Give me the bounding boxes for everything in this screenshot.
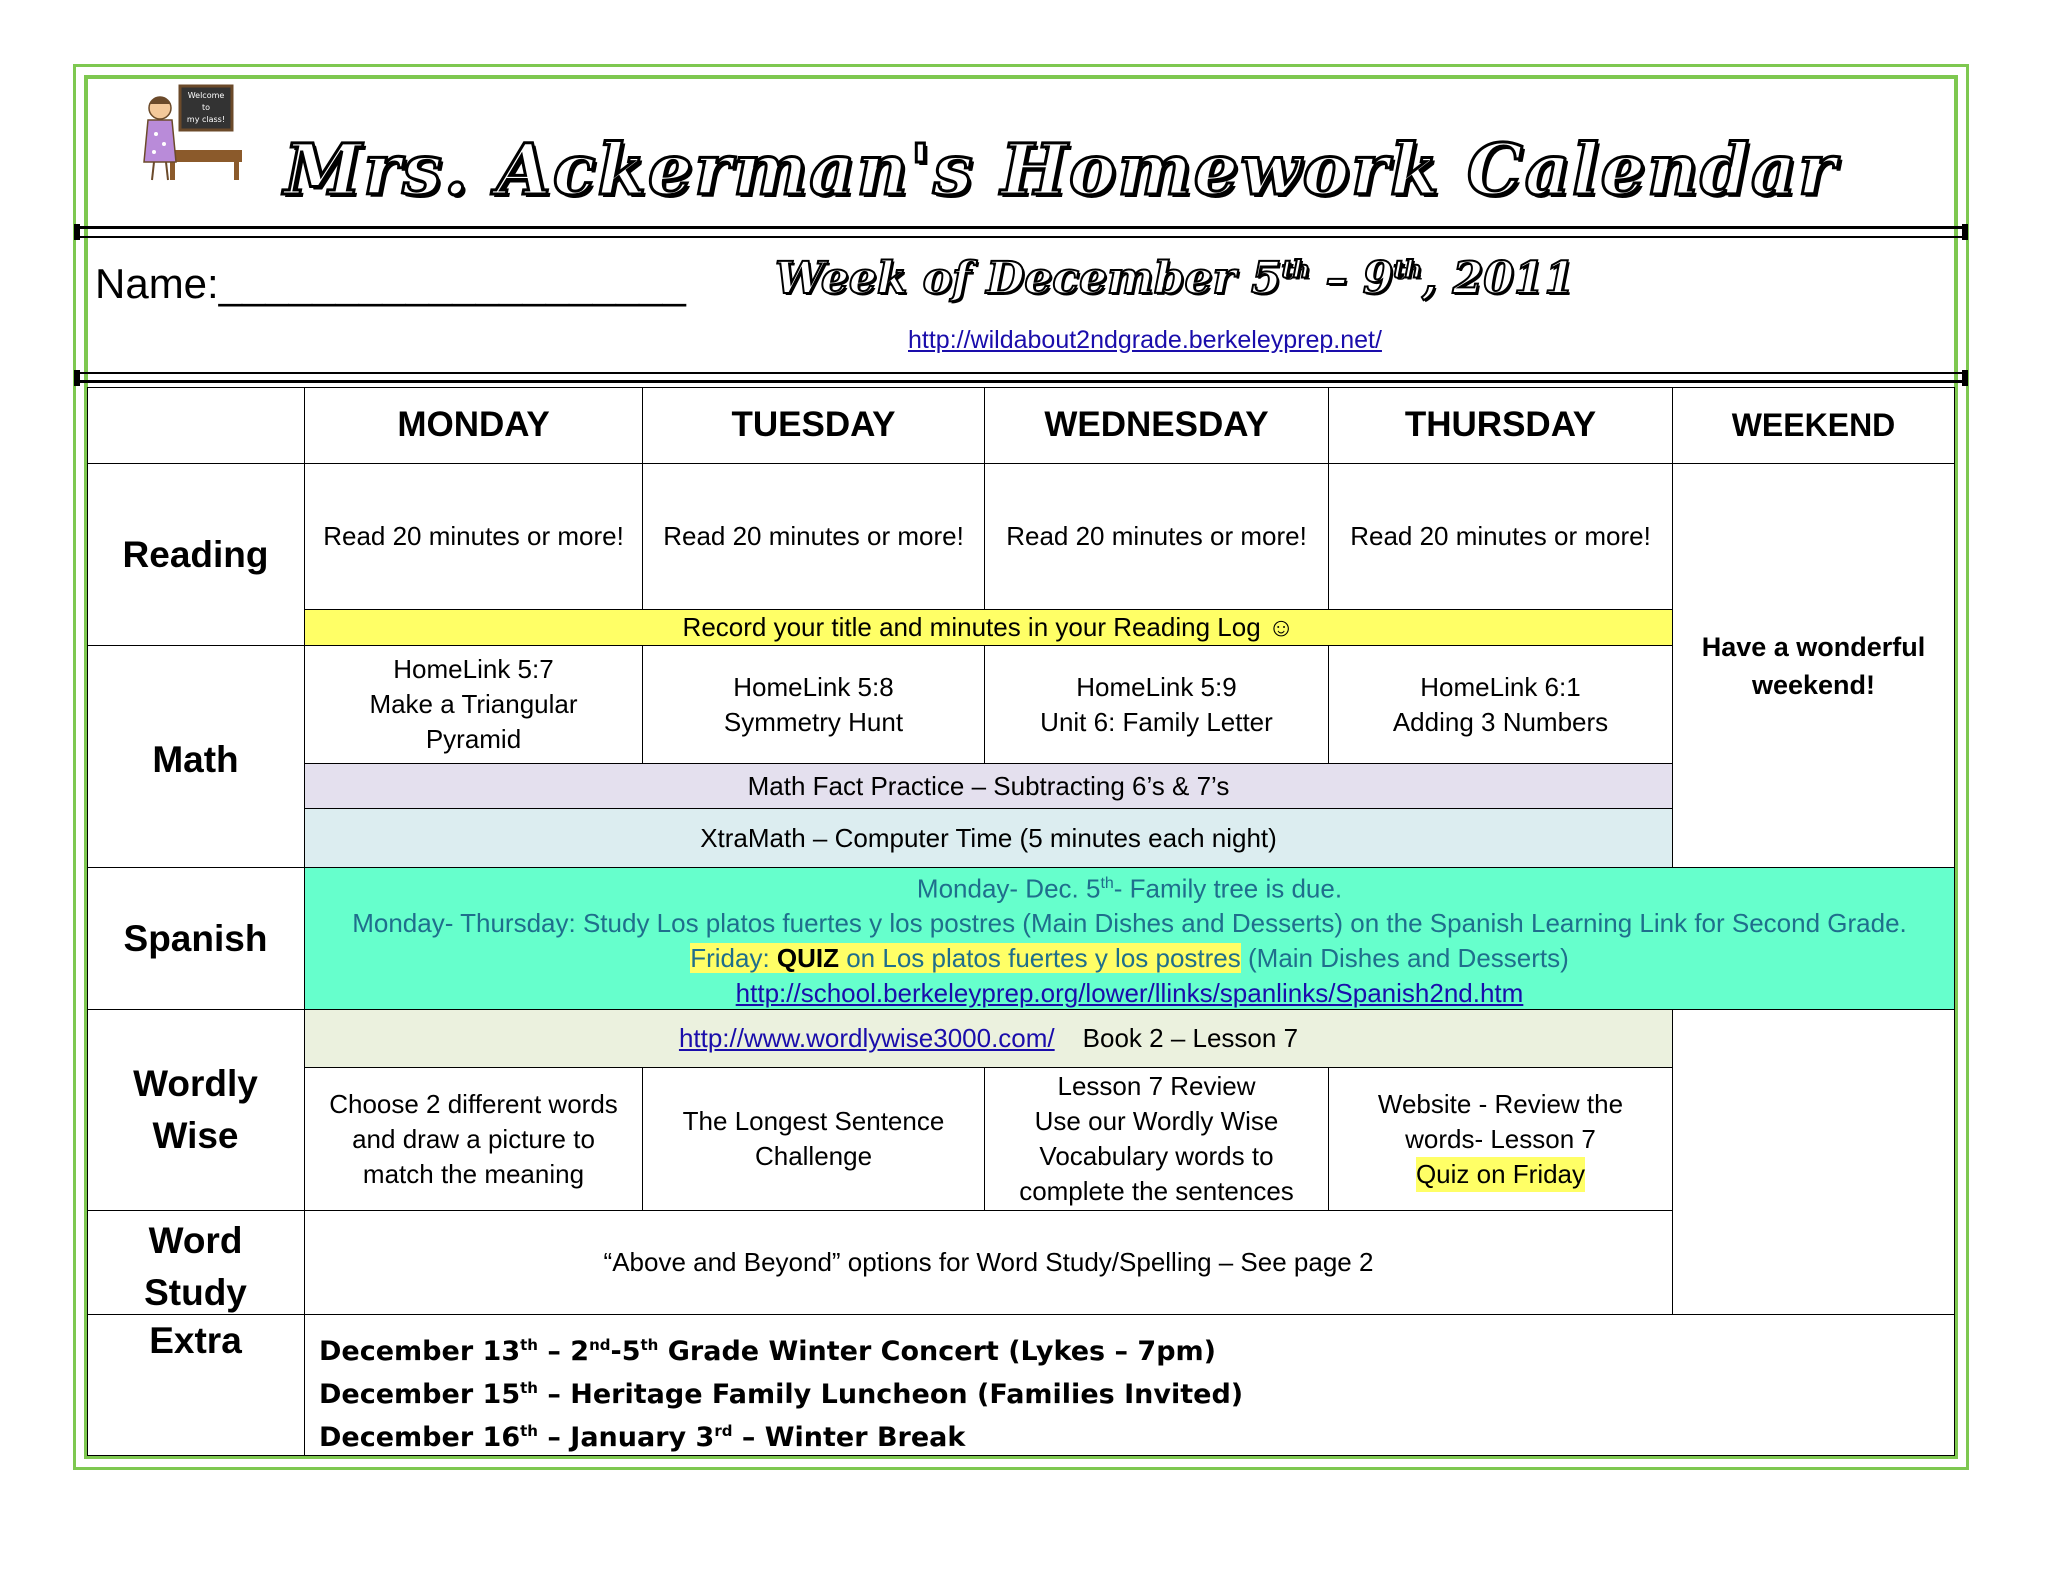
spanish-line-2: Monday- Thursday: Study Los platos fuertes y los postres (Main Dishes and Desserts) on the Spanish Learning Link for Second Grade. <box>352 908 1907 939</box>
reading-log-banner: Record your title and minutes in your Reading Log ☺ <box>305 610 1673 646</box>
header-tuesday: TUESDAY <box>643 387 985 464</box>
quiz-on-friday-note: Quiz on Friday <box>1416 1157 1585 1192</box>
name-rule-top <box>74 372 1968 374</box>
svg-text:Welcome: Welcome <box>187 91 225 100</box>
subject-word-study: Word Study <box>87 1211 305 1315</box>
name-rule-bottom <box>74 380 1968 383</box>
rule-end-left <box>74 224 80 240</box>
event-winter-break: December 16th – January 3rd – Winter Break <box>319 1422 966 1453</box>
header-rule-top <box>74 226 1968 229</box>
wordly-thursday: Website - Review the words- Lesson 7 Quiz on Friday <box>1329 1068 1673 1211</box>
wordly-tuesday: The Longest Sentence Challenge <box>643 1068 985 1211</box>
subject-math: Math <box>87 646 305 868</box>
reading-tuesday: Read 20 minutes or more! <box>643 464 985 610</box>
reading-thursday: Read 20 minutes or more! <box>1329 464 1673 610</box>
word-study-options: “Above and Beyond” options for Word Study/Spelling – See page 2 <box>305 1211 1673 1315</box>
subject-spanish: Spanish <box>87 868 305 1010</box>
math-wednesday: HomeLink 5:9 Unit 6: Family Letter <box>985 646 1329 764</box>
header-rule-top-thin <box>74 236 1968 238</box>
spanish-line-3: Friday: QUIZ on Los platos fuertes y los postres (Main Dishes and Desserts) <box>690 943 1569 974</box>
week-title: Week of December 5th – 9th, 2011 <box>775 253 1576 304</box>
name-field-label: Name:____________________ <box>95 260 686 307</box>
xtramath-banner: XtraMath – Computer Time (5 minutes each night) <box>305 809 1673 868</box>
header-wednesday: WEDNESDAY <box>985 387 1329 464</box>
svg-text:to: to <box>201 103 211 112</box>
rule-end-right-2 <box>1962 370 1968 386</box>
extra-events <box>305 1315 1955 1456</box>
header-monday: MONDAY <box>305 387 643 464</box>
subject-wordly-wise: Wordly Wise <box>87 1010 305 1211</box>
rule-end-left-2 <box>74 370 80 386</box>
math-tuesday: HomeLink 5:8 Symmetry Hunt <box>643 646 985 764</box>
header-weekend: WEEKEND <box>1673 387 1955 464</box>
homework-calendar-table <box>87 387 1955 1456</box>
wordly-wednesday: Lesson 7 Review Use our Wordly Wise Vocabulary words to complete the sentences <box>985 1068 1329 1211</box>
spanish-assignment <box>305 868 1955 1010</box>
wordly-wise-link[interactable]: http://www.wordlywise3000.com/ <box>678 1023 1055 1053</box>
wordly-wise-banner <box>305 1010 1673 1068</box>
weekend-message: Have a wonderful weekend! <box>1673 464 1955 868</box>
math-thursday: HomeLink 6:1 Adding 3 Numbers <box>1329 646 1673 764</box>
header-thursday: THURSDAY <box>1329 387 1673 464</box>
reading-monday: Read 20 minutes or more! <box>305 464 643 610</box>
svg-text:my class!: my class! <box>186 115 226 124</box>
spanish-learning-link[interactable]: http://school.berkeleyprep.org/lower/llinks/spanlinks/Spanish2nd.htm <box>735 978 1524 1009</box>
reading-wednesday: Read 20 minutes or more! <box>985 464 1329 610</box>
page-title: Mrs. Ackerman's Homework Calendar <box>284 128 1838 211</box>
event-winter-concert: December 13th – 2nd-5th Grade Winter Concert (Lykes – 7pm) <box>319 1336 1217 1367</box>
class-site-link[interactable]: http://wildabout2ndgrade.berkeleyprep.net/ <box>908 326 1382 354</box>
subject-reading: Reading <box>87 464 305 646</box>
spanish-line-1: Monday- Dec. 5th- Family tree is due. <box>916 873 1343 904</box>
math-fact-practice-banner: Math Fact Practice – Subtracting 6’s & 7’s <box>305 764 1673 809</box>
event-heritage-luncheon: December 15th – Heritage Family Luncheon (Families Invited) <box>319 1379 1244 1410</box>
header-blank-cell <box>87 387 305 464</box>
weekend-blank-cell <box>1673 1010 1955 1315</box>
wordly-wise-book: Book 2 – Lesson 7 <box>1082 1023 1299 1053</box>
teacher-clipart-icon <box>136 84 244 184</box>
wordly-monday: Choose 2 different words and draw a picture to match the meaning <box>305 1068 643 1211</box>
math-monday: HomeLink 5:7 Make a Triangular Pyramid <box>305 646 643 764</box>
subject-extra: Extra <box>87 1315 305 1456</box>
rule-end-right <box>1962 224 1968 240</box>
